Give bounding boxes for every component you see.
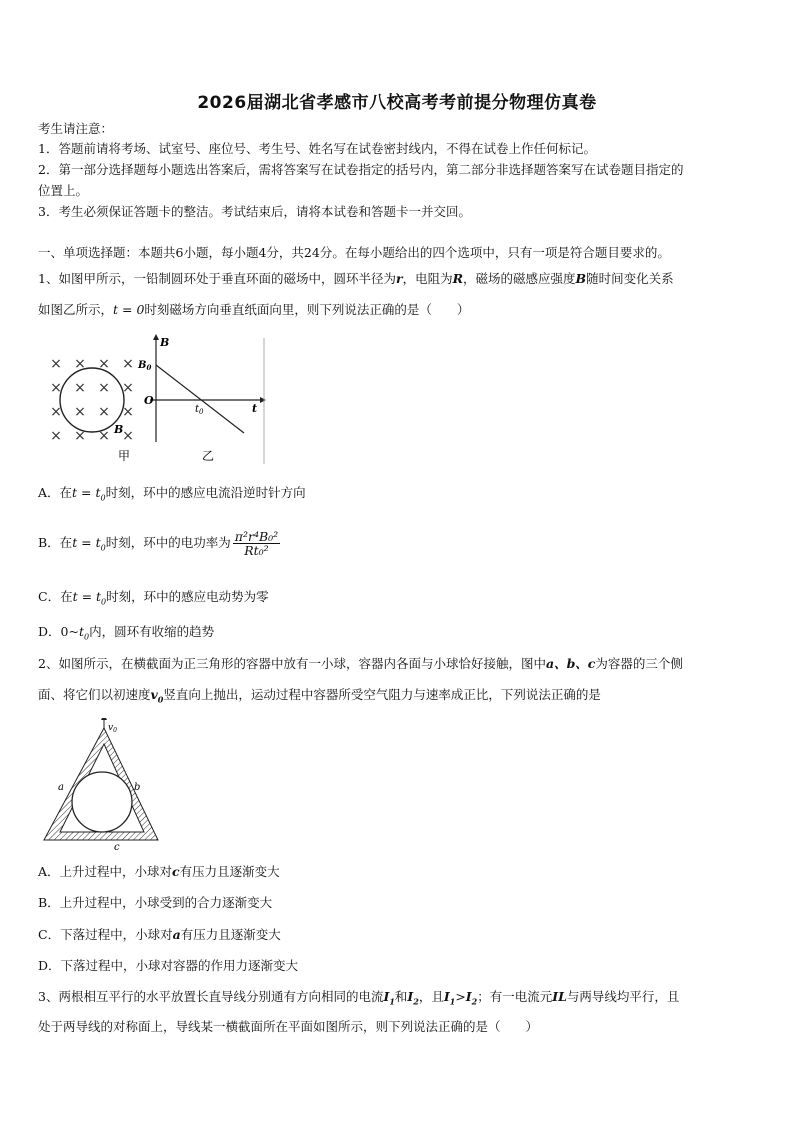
q1-stem-line2: 如图乙所示，t = 0时刻磁场方向垂直纸面向里，则下列说法正确的是（ ） bbox=[38, 302, 470, 317]
caption-yi: 乙 bbox=[202, 449, 215, 463]
field-cross: × bbox=[122, 428, 134, 444]
field-cross: × bbox=[98, 404, 110, 420]
field-cross: × bbox=[98, 380, 110, 396]
side-a-label: a bbox=[58, 782, 64, 793]
q2-option-b: B．上升过程中，小球受到的合力逐渐变大 bbox=[38, 895, 273, 910]
field-cross: × bbox=[122, 404, 134, 420]
q1-stem-line1: 1、如图甲所示，一铅制圆环处于垂直环面的磁场中，圆环半径为r，电阻为R，磁场的磁感应强度B随时间变化关系 bbox=[38, 271, 674, 286]
q1-option-c: C．在$t = t_0$时刻，环中的感应电动势为零 bbox=[38, 589, 269, 607]
field-cross: × bbox=[50, 380, 62, 396]
b-t-line bbox=[156, 365, 244, 433]
field-cross: × bbox=[74, 380, 86, 396]
section-heading: 一、单项选择题：本题共6小题，每小题4分，共24分。在每小题给出的四个选项中，只有一项是符合题目要求的。 bbox=[38, 245, 670, 260]
notice-item-1: 1．答题前请将考场、试室号、座位号、考生号、姓名写在试卷密封线内，不得在试卷上作任何标记。 bbox=[38, 141, 596, 156]
page-title: 2026届湖北省孝感市八校高考考前提分物理仿真卷 bbox=[197, 93, 597, 113]
field-cross: × bbox=[74, 404, 86, 420]
b-axis-label: B bbox=[160, 336, 170, 349]
notice-item-2: 2．第一部分选择题每小题选出答案后，需将答案写在试卷指定的括号内，第二部分非选择题答案写在试卷题目指定的 bbox=[38, 162, 684, 177]
q1-figure bbox=[40, 334, 270, 466]
q2-option-a: A．上升过程中，小球对c有压力且逐渐变大 bbox=[38, 864, 280, 879]
side-c-label: c bbox=[114, 842, 120, 852]
q1-option-d: D．$0\sim t_0$内，圆环有收缩的趋势 bbox=[38, 624, 215, 642]
origin-label: O bbox=[144, 394, 154, 407]
q1-option-b: B．在$t = t_0$时刻，环中的电功率为 $\frac{\text{π²r⁴B₀²}}{\text{Rt₀²}}$ bbox=[38, 529, 279, 558]
b0-label: $B_0$ bbox=[138, 360, 152, 372]
velocity-arrowhead bbox=[101, 718, 107, 720]
q3-stem-line1: 3、两根相互平行的水平放置长直导线分别通有方向相同的电流$I_1$和$I_2$，且$I_1>I_2$；有一电流元IL与两导线均平行，且 bbox=[38, 989, 680, 1007]
notice-item-2-cont: 位置上。 bbox=[38, 183, 89, 198]
field-cross: × bbox=[74, 356, 86, 372]
t-axis-label: t bbox=[252, 402, 258, 415]
q1-option-a: A．在$t = t_0$时刻，环中的感应电流沿逆时针方向 bbox=[38, 485, 306, 503]
side-b-label: b bbox=[134, 782, 141, 793]
notice-heading: 考生请注意： bbox=[38, 121, 114, 136]
notice-item-3: 3．考生必须保证答题卡的整洁。考试结束后，请将本试卷和答题卡一并交回。 bbox=[38, 204, 471, 219]
field-cross: × bbox=[50, 356, 62, 372]
field-cross: × bbox=[98, 428, 110, 444]
b-axis-arrow bbox=[153, 334, 159, 340]
field-cross: × bbox=[50, 428, 62, 444]
field-cross: × bbox=[122, 356, 134, 372]
caption-jia: 甲 bbox=[118, 449, 131, 463]
q2-option-c: C．下落过程中，小球对a有压力且逐渐变大 bbox=[38, 927, 281, 942]
q2-stem-line2: 面、将它们以初速度$v_0$竖直向上抛出，运动过程中容器所受空气阻力与速率成正比，下列说法正确的是 bbox=[38, 687, 601, 705]
field-cross: × bbox=[98, 356, 110, 372]
q2-option-d: D．下落过程中，小球对容器的作用力逐渐变大 bbox=[38, 958, 299, 973]
t-axis-arrow bbox=[260, 397, 266, 403]
t0-label: $t_0$ bbox=[195, 404, 204, 416]
field-cross: × bbox=[50, 404, 62, 420]
q2-stem-line1: 2、如图所示，在横截面为正三角形的容器中放有一小球，容器内各面与小球恰好接触，图中a、b、c为容器的三个侧 bbox=[38, 656, 683, 671]
field-cross: × bbox=[74, 428, 86, 444]
field-cross: × bbox=[122, 380, 134, 396]
v0-label: $v_0$ bbox=[108, 723, 117, 734]
ring-b-label: B bbox=[114, 423, 124, 436]
power-fraction: $\frac{\text{π²r⁴B₀²}}{\text{Rt₀²}}$ bbox=[234, 529, 279, 558]
q2-figure bbox=[40, 718, 160, 852]
small-ball bbox=[72, 772, 132, 832]
q3-stem-line2: 处于两导线的对称面上，导线某一横截面所在平面如图所示，则下列说法正确的是（ ） bbox=[38, 1019, 539, 1034]
